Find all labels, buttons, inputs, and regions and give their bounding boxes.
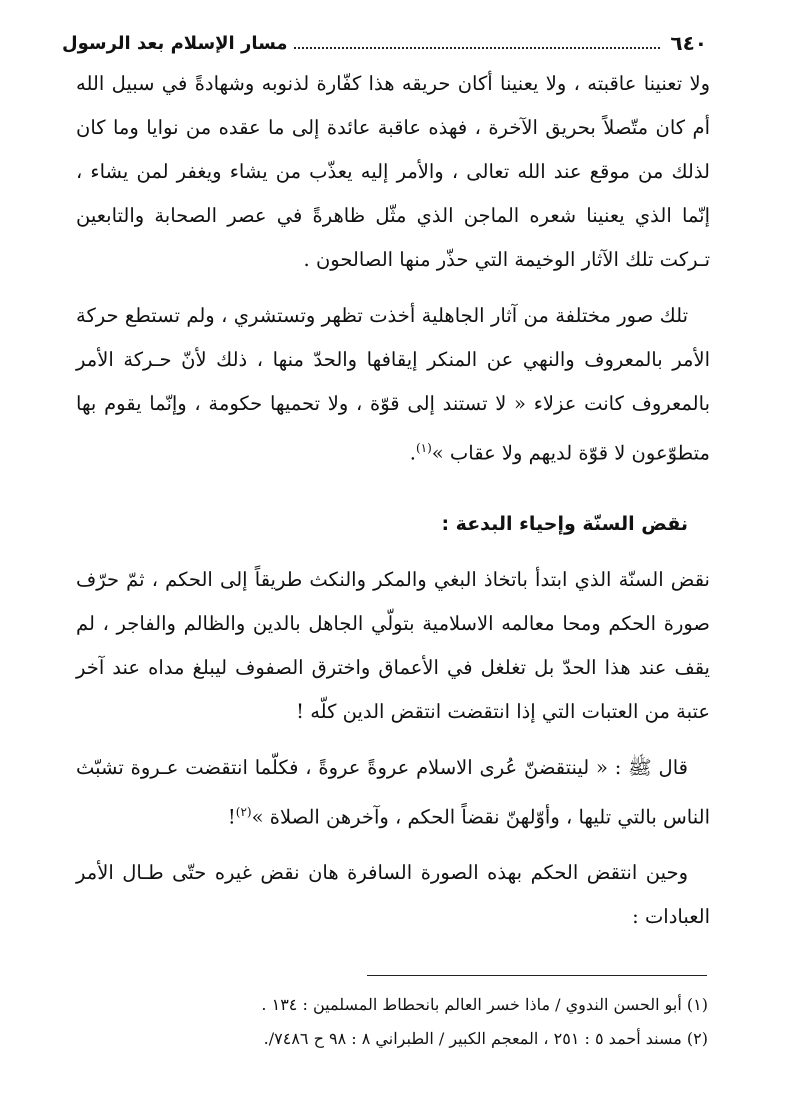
paragraph-4-tail: ! xyxy=(227,805,236,828)
paragraph-2-text: تلك صور مختلفة من آثار الجاهلية أخذت تظهر وتستشري ، ولم تستطع حركة الأمر بالمعروف والنهي عن المنكر إيقافها والحدّ منها ، ذلك لأنّ حـركة الأمر بالمعروف كانت عزلاء « لا تستند إلى قوّة ، ولا تحميها حكومة ، وإنّما يقوم بها متطوّعون لا قوّة لديهم ولا عقاب » xyxy=(76,304,710,465)
paragraph-gap xyxy=(76,734,710,746)
footnote-1: (١) أبو الحسن الندوي / ماذا خسر العالم بانحطاط المسلمين : ١٣٤ . xyxy=(261,995,708,1014)
page-number: ٦٤٠ xyxy=(670,31,707,55)
paragraph-2: تلك صور مختلفة من آثار الجاهلية أخذت تظهر وتستشري ، ولم تستطع حركة الأمر بالمعروف والنهي عن المنكر إيقافها والحدّ منها ، ذلك لأنّ حـركة الأمر بالمعروف كانت عزلاء « لا تستند إلى قوّة ، ولا تحميها حكومة ، وإنّما يقوم بها متطوّعون لا قوّة لديهم ولا عقاب »$^{(١)}$. xyxy=(76,304,710,465)
paragraph-4-text: قال ﷺ : « لينتقضنّ عُرى الاسلام عروةً عروةً ، فكلّما انتقضت عـروة تشبّث الناس بالتي تليها ، وأوّلهنّ نقضاً الحكم ، وآخرهن الصلاة » xyxy=(76,755,710,828)
body-text xyxy=(76,62,710,939)
paragraph-5: وحين انتقض الحكم بهذه الصورة السافرة هان نقض غيره حتّى طـال الأمر العبادات : xyxy=(76,861,710,928)
paragraph-4 xyxy=(76,746,710,840)
heading-gap xyxy=(76,546,710,558)
paragraph-3: نقض السنّة الذي ابتدأ باتخاذ البغي والمكر والنكث طريقاً إلى الحكم ، ثمّ حرّف صورة الحكم ومحا معالمه الاسلامية بتولّي الجاهل بالدين والظالم والفاجر ، لم يقف عند هذا الحدّ بل تغلغل في الأعماق واخترق الصفوف ليبلغ مداه عند آخر عتبة من العتبات التي إذا انتقضت انتقض الدين كلّه ! xyxy=(76,567,710,723)
footnote-marker-1: (١) xyxy=(415,441,432,455)
footnote-separator xyxy=(367,975,707,976)
header-dot-leader xyxy=(294,37,661,49)
paragraph-1: ولا تعنينا عاقبته ، ولا يعنينا أكان حريقه هذا كفّارة لذنوبه وشهادةً في سبيل الله أم كان متّصلاً بحريق الآخرة ، فهذه عاقبة عائدة إلى ما عقده من نوايا وما كان لذلك من موقع عند الله تعالى ، والأمر إليه يعذّب من يشاء ويغفر لمن يشاء ، إنّما الذي يعنينا شعره الماجن الذي مثّل ظاهرةً في عصر الصحابة والتابعين تـركت تلك الآثار الوخيمة التي حذّر منها الصالحون . xyxy=(76,72,710,271)
section-gap xyxy=(76,476,710,502)
section-heading: نقض السنّة وإحياء البدعة : xyxy=(441,512,688,535)
footnotes xyxy=(76,988,710,1056)
footnote-2: (٢) مسند أحمد ٥ : ٢٥١ ، المعجم الكبير / الطبراني ٨ : ٩٨ ح ٧٤٨٦/. xyxy=(263,1029,708,1048)
paragraph-gap xyxy=(76,839,710,851)
running-title: مسار الإسلام بعد الرسول xyxy=(62,32,288,54)
paragraph-gap xyxy=(76,282,710,294)
page-header xyxy=(62,28,707,58)
footnote-marker-2: (٢) xyxy=(235,804,252,819)
